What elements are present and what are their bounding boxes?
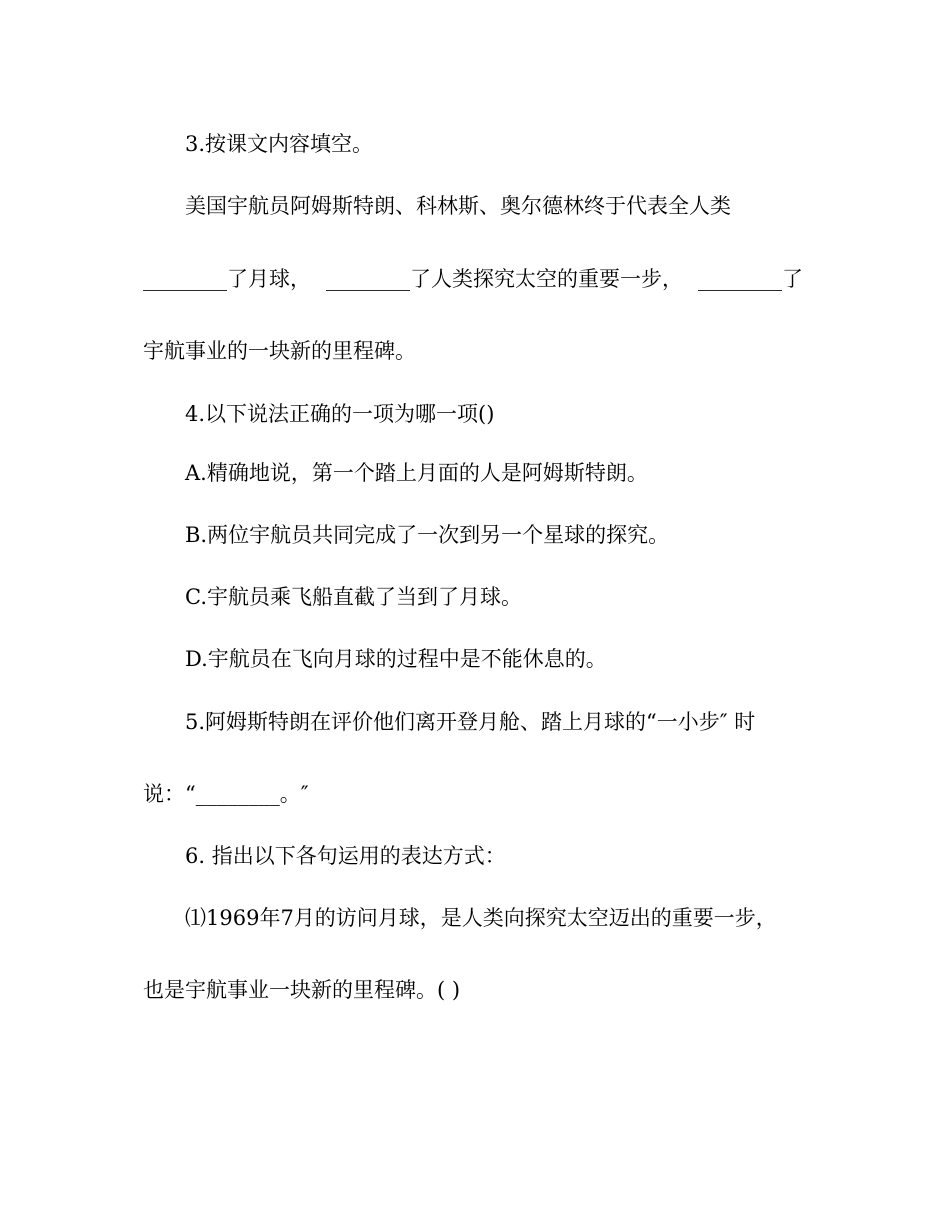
q3-blank-2: ________了人类探究太空的重要一步， — [326, 267, 683, 291]
q4-option-b: B.两位宇航员共同完成了一次到另一个星球的探究。 — [185, 523, 670, 547]
q5-line-2: 说：“________。″ — [143, 782, 309, 806]
q3-line-2 — [143, 265, 803, 293]
q6-item-1-line-1: ⑴1969年7月的访问月球，是人类向探究太空迈出的重要一步， — [185, 906, 777, 930]
q5-line-1: 5.阿姆斯特朗在评价他们离开登月舱、踏上月球的“一小步″ 时 — [185, 710, 756, 734]
q4-option-c: C.宇航员乘飞船直截了当到了月球。 — [185, 585, 522, 609]
q4-option-a: A.精确地说，第一个踏上月面的人是阿姆斯特朗。 — [185, 461, 648, 485]
q3-line-1: 美国宇航员阿姆斯特朗、科林斯、奥尔德林终于代表全人类 — [185, 194, 731, 218]
q3-blank-1: ________了月球， — [143, 267, 311, 291]
q4-option-d: D.宇航员在飞向月球的过程中是不能休息的。 — [185, 647, 607, 671]
q3-heading: 3.按课文内容填空。 — [185, 132, 374, 156]
q4-heading: 4.以下说法正确的一项为哪一项() — [185, 402, 495, 426]
q3-blank-3: ________了 — [698, 267, 803, 291]
q3-line-3: 宇航事业的一块新的里程碑。 — [143, 339, 416, 363]
q6-item-1-line-2: 也是宇航事业一块新的里程碑。( ) — [143, 978, 461, 1002]
q6-heading: 6. 指出以下各句运用的表达方式： — [185, 844, 506, 868]
